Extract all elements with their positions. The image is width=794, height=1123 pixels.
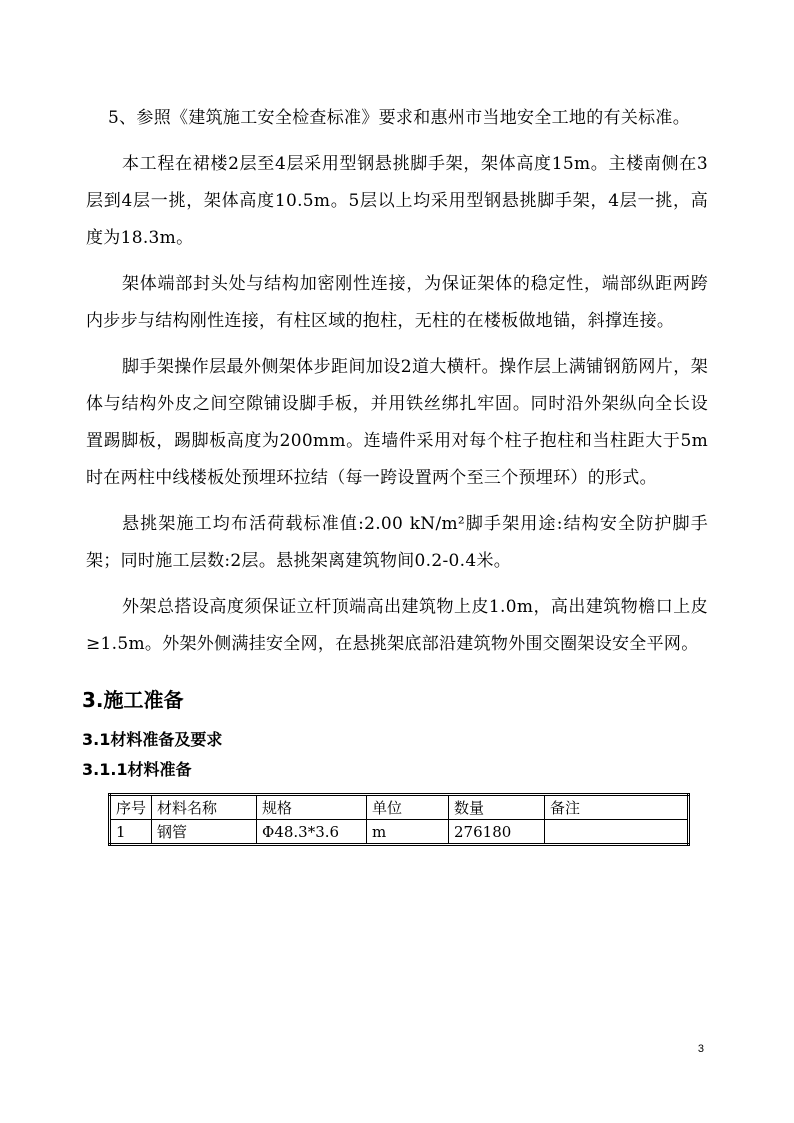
header-index: 序号 — [110, 795, 152, 820]
table-header-row — [110, 795, 689, 820]
cell-material-name: 钢管 — [152, 820, 257, 845]
cell-remark — [545, 820, 689, 845]
paragraph-scaffold-overview: 本工程在裙楼2层至4层采用型钢悬挑脚手架，架体高度15m。主楼南侧在3层到4层一挑，架体高度10.5m。5层以上均采用型钢悬挑脚手架，4层一挑，高度为18.3m。 — [86, 154, 708, 248]
document-body — [82, 100, 708, 846]
heading-construction-preparation: 3.施工准备 — [82, 688, 184, 712]
header-remark: 备注 — [545, 795, 689, 820]
header-material-name: 材料名称 — [152, 795, 257, 820]
paragraph-live-load: 悬挑架施工均布活荷载标准值:2.00 kN/m²脚手架用途:结构安全防护脚手架；同时施工层数:2层。悬挑架离建筑物间0.2-0.4米。 — [86, 514, 708, 571]
heading-material-requirements: 3.1材料准备及要求 — [82, 730, 223, 749]
cell-index: 1 — [110, 820, 152, 845]
table-row — [110, 820, 689, 845]
header-spec: 规格 — [257, 795, 367, 820]
page-number: 3 — [697, 1043, 704, 1055]
cell-quantity: 276180 — [449, 820, 545, 845]
material-table — [108, 793, 690, 846]
header-unit: 单位 — [367, 795, 449, 820]
paragraph-height-requirement: 外架总搭设高度须保证立杆顶端高出建筑物上皮1.0m，高出建筑物檐口上皮≥1.5m。外架外侧满挂安全网，在悬挑架底部沿建筑物外围交圈架设安全平网。 — [86, 597, 708, 654]
header-quantity: 数量 — [449, 795, 545, 820]
paragraph-operation-layer: 脚手架操作层最外侧架体步距间加设2道大横杆。操作层上满铺钢筋网片，架体与结构外皮之间空隙铺设脚手板，并用铁丝绑扎牢固。同时沿外架纵向全长设置踢脚板，踢脚板高度为200mm。连墙件采用对每个柱子抱柱和当柱距大于5m时在两柱中线楼板处预埋环拉结（每一跨设置两个至三个预埋环）的形式。 — [86, 357, 708, 488]
cell-unit: m — [367, 820, 449, 845]
heading-material-preparation: 3.1.1材料准备 — [82, 760, 192, 779]
paragraph-frame-connection: 架体端部封头处与结构加密刚性连接，为保证架体的稳定性，端部纵距两跨内步步与结构刚性连接，有柱区域的抱柱，无柱的在楼板做地锚，斜撑连接。 — [86, 274, 708, 331]
cell-spec: Φ48.3*3.6 — [257, 820, 367, 845]
paragraph-standard-reference: 5、参照《建筑施工安全检查标准》要求和惠州市当地安全工地的有关标准。 — [108, 108, 691, 128]
